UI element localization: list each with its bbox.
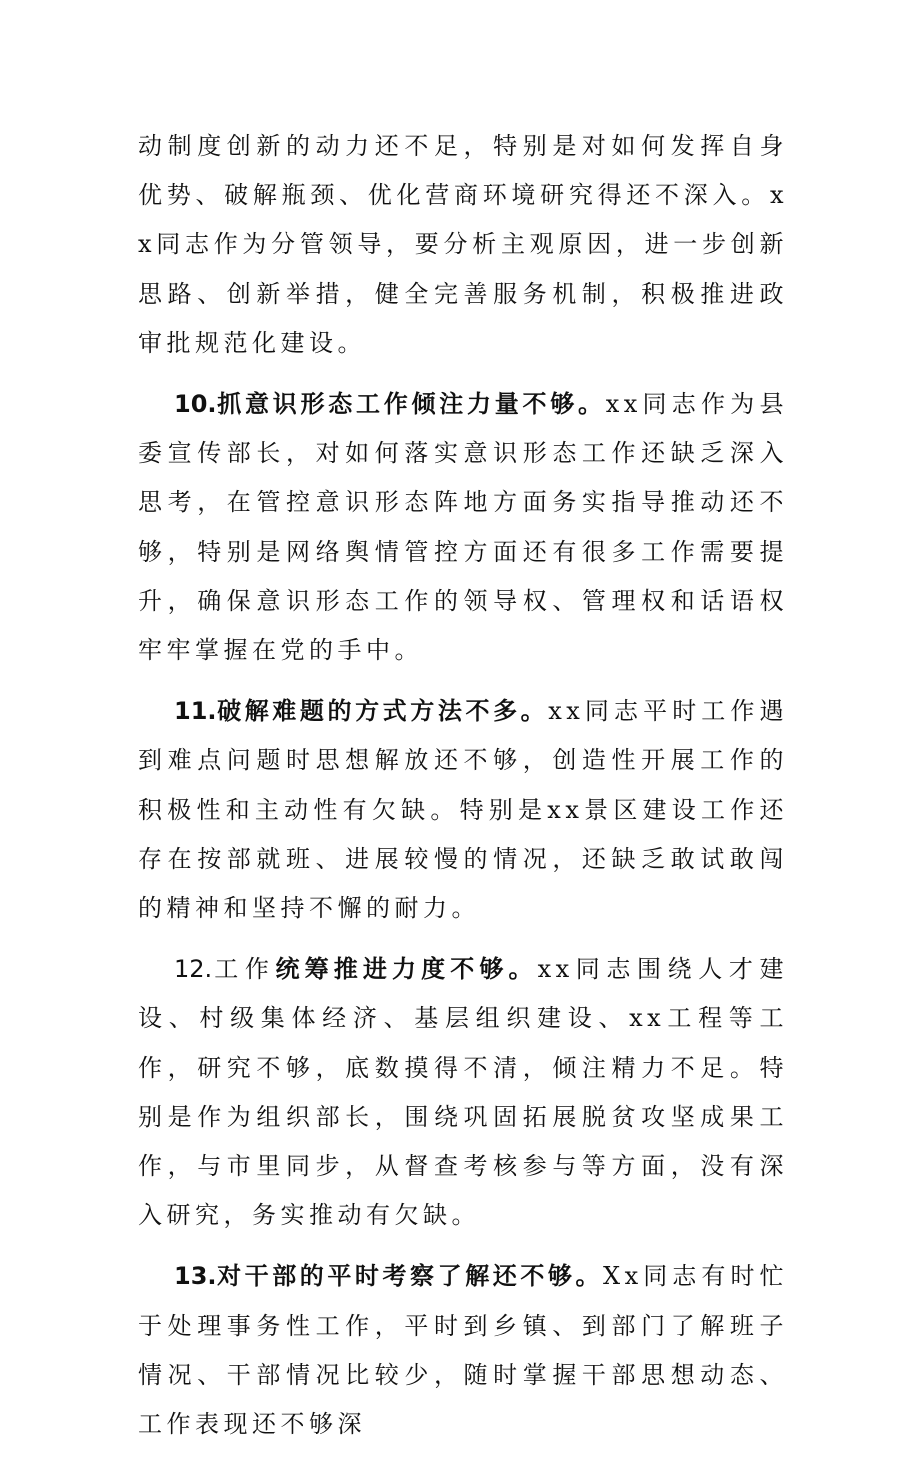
paragraph-body: xx同志围绕人才建设、村级集体经济、基层组织建设、xx工程等工作，研究不够，底数摸得不清，倾注精力不足。特别是作为组织部长，围绕巩固拓展脱贫攻坚成果工作，与市里同步，从督查考核参与等方面，没有深入研究，务实推动有欠缺。 bbox=[138, 955, 789, 1230]
item-heading: 对干部的平时考察了解还不够。 bbox=[216, 1262, 604, 1291]
item-number: 13. bbox=[174, 1262, 217, 1291]
item-heading: 破解难题的方式方法不多。 bbox=[216, 697, 549, 726]
item-heading: 抓意识形态工作倾注力量不够。 bbox=[216, 390, 606, 419]
item-number: 10. bbox=[174, 390, 217, 419]
paragraph-body: Xx同志有时忙于处理事务性工作，平时到乡镇、到部门了解班子情况、干部情况比较少，随时掌握干部思想动态、工作表现还不够深 bbox=[138, 1262, 789, 1439]
paragraph-body: xx同志平时工作遇到难点问题时思想解放还不够，创造性开展工作的积极性和主动性有欠缺。特别是xx景区建设工作还存在按部就班、进展较慢的情况，还缺乏敢试敢闯的精神和坚持不懈的耐力。 bbox=[138, 697, 789, 923]
paragraph-item-11 bbox=[138, 687, 788, 933]
paragraph-continuation bbox=[138, 122, 788, 368]
paragraph-item-10 bbox=[138, 380, 788, 675]
item-number: 12. bbox=[174, 955, 213, 984]
item-heading: 统筹推进力度不够。 bbox=[275, 955, 538, 984]
paragraph-body: xx同志作为县委宣传部长，对如何落实意识形态工作还缺乏深入思考，在管控意识形态阵地方面务实指导推动还不够，特别是网络舆情管控方面还有很多工作需要提升，确保意识形态工作的领导权、管理权和话语权牢牢掌握在党的手中。 bbox=[138, 390, 788, 665]
paragraph-item-13 bbox=[138, 1252, 788, 1449]
paragraph-body: 动制度创新的动力还不足，特别是对如何发挥自身优势、破解瓶颈、优化营商环境研究得还不深入。xx同志作为分管领导，要分析主观原因，进一步创新思路、创新举措，健全完善服务机制，积极推进政审批规范化建设。 bbox=[138, 132, 788, 357]
item-heading-plain: 工作 bbox=[212, 955, 276, 984]
paragraph-item-12 bbox=[138, 945, 788, 1240]
document-body bbox=[138, 122, 788, 1461]
item-number: 11. bbox=[174, 697, 217, 726]
